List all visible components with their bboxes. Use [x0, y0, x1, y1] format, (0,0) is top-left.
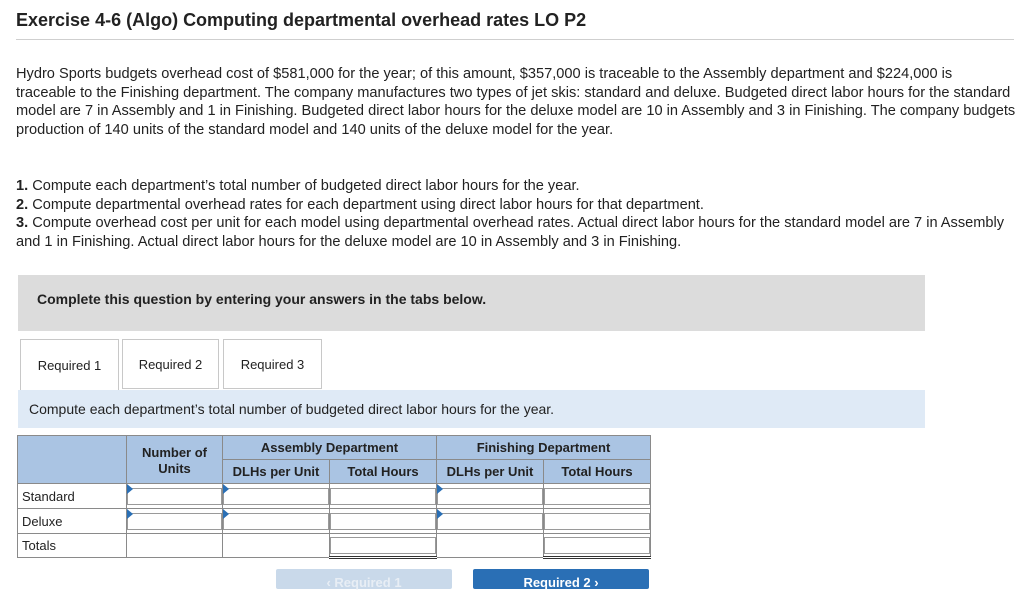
deluxe-finishing-total-cell — [544, 509, 651, 534]
deluxe-assembly-dlh-cell — [223, 509, 330, 534]
tab-required-3[interactable] — [223, 339, 322, 389]
requirement-3-number: 3. — [16, 215, 29, 231]
header-number-of-units: Number of Units — [127, 436, 223, 484]
requirement-2-text: Compute departmental overhead rates for each department using direct labor hours for that department. — [28, 196, 704, 213]
tab-required-1[interactable] — [20, 339, 119, 391]
input-marker-icon — [127, 484, 133, 494]
tab-required-2-label: Required 2 — [138, 356, 203, 372]
totals-assembly-total-cell — [330, 534, 437, 558]
standard-assembly-dlh-cell — [223, 484, 330, 509]
requirement-3 — [16, 214, 1016, 251]
tab-required-1-label: Required 1 — [37, 358, 102, 373]
standard-finishing-total-input[interactable] — [544, 488, 650, 505]
table-row — [18, 509, 651, 534]
header-blank — [18, 436, 127, 484]
header-finishing-total-hours: Total Hours — [544, 460, 651, 484]
tab-required-2[interactable] — [122, 339, 219, 389]
standard-assembly-total-input[interactable] — [330, 488, 436, 505]
table-row — [18, 534, 651, 558]
header-finishing-dlhs-per-unit: DLHs per Unit — [437, 460, 544, 484]
deluxe-units-cell — [127, 509, 223, 534]
previous-button-label: ‹ Required 1 — [326, 575, 402, 590]
next-button-label: Required 2 › — [523, 575, 599, 590]
deluxe-assembly-dlh-input[interactable] — [223, 513, 329, 530]
deluxe-assembly-total-input[interactable] — [330, 513, 436, 530]
requirement-3-text: Compute overhead cost per unit for each model using departmental overhead rates. Actual direct labor hours for the standard model are 7 in Assembly and 1 in Finishing. Actual direct labor hours for the deluxe model are 10 in Assembly and 3 in Finishing. — [16, 215, 1005, 250]
header-assembly-department: Assembly Department — [223, 436, 437, 460]
deluxe-finishing-total-input[interactable] — [544, 513, 650, 530]
standard-assembly-total-cell — [330, 484, 437, 509]
totals-units-cell — [127, 534, 223, 558]
standard-units-input[interactable] — [127, 488, 222, 505]
input-marker-icon — [223, 484, 229, 494]
input-marker-icon — [127, 509, 133, 519]
header-assembly-total-hours: Total Hours — [330, 460, 437, 484]
problem-text: Hydro Sports budgets overhead cost of $581,000 for the year; of this amount, $357,000 is traceable to the Assembly department and $224,000 is traceable to the Finishing department. The company manufactures two types of jet skis: standard and deluxe. Budgeted direct labor hours for the standard model are 7 in Assembly and 1 in Finishing. Budgeted direct labor hours for the deluxe model are 10 in Assembly and 3 in Finishing. The company budgets production of 140 units of the standard model and 140 units of the deluxe model for the year. — [16, 66, 1016, 138]
exercise-title: Exercise 4-6 (Algo) Computing departmental overhead rates LO P2 — [16, 10, 587, 30]
previous-required-button[interactable] — [276, 569, 452, 589]
input-marker-icon — [437, 509, 443, 519]
requirement-2 — [16, 196, 1016, 215]
header-assembly-dlhs-per-unit: DLHs per Unit — [223, 460, 330, 484]
requirement-1-number: 1. — [16, 178, 29, 194]
input-marker-icon — [223, 509, 229, 519]
deluxe-units-input[interactable] — [127, 513, 222, 530]
standard-finishing-dlh-input[interactable] — [437, 488, 543, 505]
tab-required-3-label: Required 3 — [240, 356, 305, 372]
row-label-deluxe: Deluxe — [18, 509, 127, 534]
totals-assembly-total-input[interactable] — [330, 537, 436, 554]
standard-finishing-total-cell — [544, 484, 651, 509]
row-label-totals: Totals — [18, 534, 127, 558]
deluxe-finishing-dlh-input[interactable] — [437, 513, 543, 530]
tab-instruction: Compute each department’s total number of budgeted direct labor hours for the year. — [18, 390, 925, 428]
instructions-banner — [18, 275, 925, 331]
banner-text: Complete this question by entering your answers in the tabs below. — [37, 291, 487, 307]
table-row — [18, 484, 651, 509]
requirement-1-text: Compute each department’s total number of budgeted direct labor hours for the year. — [28, 178, 580, 194]
deluxe-finishing-dlh-cell — [437, 509, 544, 534]
totals-finishing-total-input[interactable] — [544, 537, 650, 554]
title-divider — [16, 39, 1014, 40]
standard-assembly-dlh-input[interactable] — [223, 488, 329, 505]
requirements-list — [16, 177, 1016, 251]
totals-finishing-dlh-cell — [437, 534, 544, 558]
deluxe-assembly-total-cell — [330, 509, 437, 534]
row-label-standard: Standard — [18, 484, 127, 509]
header-finishing-department: Finishing Department — [437, 436, 651, 460]
totals-finishing-total-cell — [544, 534, 651, 558]
requirement-1 — [16, 177, 1016, 196]
standard-finishing-dlh-cell — [437, 484, 544, 509]
standard-units-cell — [127, 484, 223, 509]
requirement-2-number: 2. — [16, 196, 29, 213]
labor-hours-table — [17, 435, 651, 559]
input-marker-icon — [437, 484, 443, 494]
next-required-button[interactable] — [473, 569, 649, 589]
totals-assembly-dlh-cell — [223, 534, 330, 558]
